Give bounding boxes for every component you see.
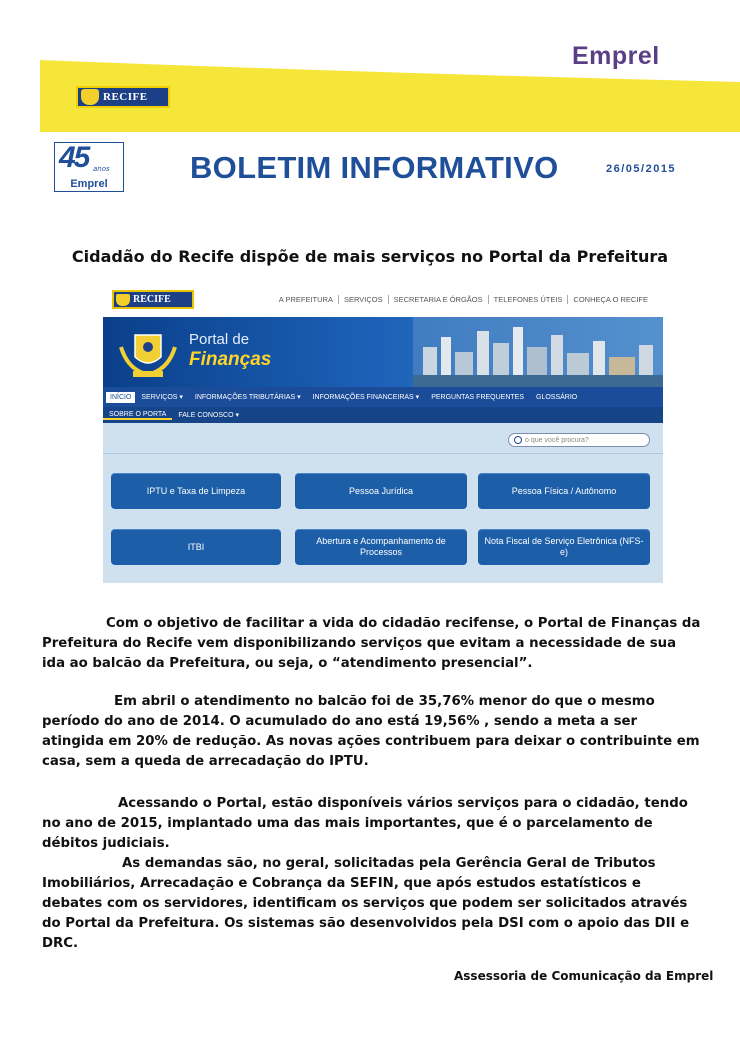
city-skyline-icon — [413, 317, 663, 387]
nav-sobre[interactable]: SOBRE O PORTA — [103, 411, 172, 420]
portal-banner — [103, 317, 663, 387]
anniversary-badge: 45 anos Emprel — [54, 142, 124, 192]
article-paragraph-1: Com o objetivo de facilitar a vida do cidadão recifense, o Portal de Finanças da Prefeitura do Recife vem disponibilizando serviços que evitam a necessidade de sua ida ao balcão da Prefeitura, ou seja, o “atendimento presencial”. — [42, 616, 701, 671]
processos-button[interactable]: Abertura e Acompanhamento de Processos — [295, 529, 467, 565]
portal-content — [103, 423, 663, 583]
top-nav-item[interactable]: A PREFEITURA — [274, 295, 339, 304]
top-nav-item[interactable]: TELEFONES ÚTEIS — [489, 295, 569, 304]
pessoa-juridica-button[interactable]: Pessoa Jurídica — [295, 473, 467, 509]
article-paragraph-4: As demandas são, no geral, solicitadas pela Gerência Geral de Tributos Imobiliários, Arrecadação e Cobrança da SEFIN, que após estudos estatísticos e debates com os servidores, identificam os serviços que podem ser solicitados através do Portal da Prefeitura. Os sistemas são desenvolvidos pela DSI com o apoio das DII e DRC. — [42, 856, 690, 951]
nav-inicio[interactable]: INÍCIO — [106, 392, 135, 403]
portal-title-line2: Finanças — [189, 349, 272, 370]
portal-recife-logo: RECIFE — [112, 290, 194, 309]
portal-divider — [103, 453, 663, 454]
nav-servicos[interactable]: SERVIÇOS ▾ — [141, 394, 183, 401]
top-nav-item[interactable]: SERVIÇOS — [339, 295, 389, 304]
article-paragraph-3: Acessando o Portal, estão disponíveis vários serviços para o cidadão, tendo no ano de 2015, implantado uma das mais importantes, que é o parcelamento de débitos judiciais. — [42, 796, 688, 851]
portal-screenshot — [103, 283, 663, 583]
bulletin-title: BOLETIM INFORMATIVO — [190, 150, 559, 185]
emprel-brand: Emprel — [572, 42, 660, 70]
portal-search-input[interactable]: o que você procura? — [508, 433, 650, 447]
portal-coat-of-arms-icon — [117, 327, 179, 379]
top-nav-item[interactable]: CONHEÇA O RECIFE — [573, 295, 648, 304]
nav-glossario[interactable]: GLOSSÁRIO — [536, 393, 578, 401]
portal-top-nav — [274, 295, 653, 304]
search-icon — [514, 436, 522, 444]
top-nav-item[interactable]: SECRETARIA E ÓRGÃOS — [389, 295, 489, 304]
recife-logo: RECIFE — [76, 86, 170, 108]
nav-perguntas[interactable]: PERGUNTAS FREQUENTES — [431, 393, 525, 401]
pessoa-fisica-button[interactable]: Pessoa Física / Autônomo — [478, 473, 650, 509]
portal-sub-nav — [103, 407, 663, 423]
nav-info-financeiras[interactable]: INFORMAÇÕES FINANCEIRAS ▾ — [312, 394, 420, 401]
portal-crest-icon — [116, 294, 130, 306]
nav-fale-conosco[interactable]: FALE CONOSCO ▾ — [178, 412, 240, 419]
recife-crest-icon — [81, 89, 99, 105]
article-headline: Cidadão do Recife dispõe de mais serviços no Portal da Prefeitura — [71, 247, 669, 266]
article-paragraph-2: Em abril o atendimento no balcão foi de 35,76% menor do que o mesmo período do ano de 2014. O acumulado do ano está 19,56% , sendo a meta a ser atingida em 20% de redução. As novas ações contribuem para deixar o contribuinte em casa, sem a queda de arrecadação do IPTU. — [42, 694, 700, 769]
iptu-button[interactable]: IPTU e Taxa de Limpeza — [111, 473, 281, 509]
itbi-button[interactable]: ITBI — [111, 529, 281, 565]
portal-main-nav — [103, 387, 663, 407]
nav-info-tributarias[interactable]: INFORMAÇÕES TRIBUTÁRIAS ▾ — [194, 394, 301, 401]
article-signature: Assessoria de Comunicação da Emprel — [454, 969, 714, 983]
nfse-button[interactable]: Nota Fiscal de Serviço Eletrônica (NFS-e) — [478, 529, 650, 565]
portal-title-line1: Portal de — [189, 331, 250, 348]
bulletin-date: 26/05/2015 — [606, 163, 677, 175]
portal-top-bar — [103, 283, 663, 317]
